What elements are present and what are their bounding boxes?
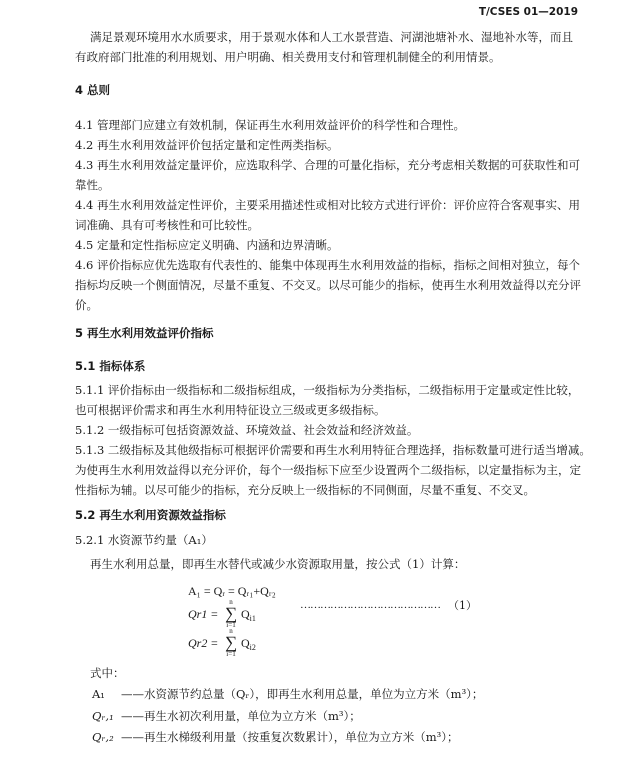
clause-5-1-3-cont-2: 性指标为辅。以尽可能少的指标，充分反映上一级指标的不同侧面，尽量不重复、不交叉。 <box>75 483 535 497</box>
clause-5-2-1-title: 5.2.1 水资源节约量（A₁） <box>75 533 213 547</box>
document-code: T/CSES 01—2019 <box>478 6 578 18</box>
formula-eq-3-equals: = <box>211 636 218 650</box>
def-text-qr1: ——再生水初次利用量，单位为立方米（m³）； <box>121 709 361 723</box>
clause-4-6-cont-2: 价。 <box>75 298 98 312</box>
formula-eq-2-equals: = <box>211 607 218 621</box>
def-symbol-qr2: Qᵣ,₂ <box>92 730 114 744</box>
section-5-title: 5 再生水利用效益评价指标 <box>75 326 214 340</box>
formula-eq-3-lhs: Qr2 <box>188 636 208 650</box>
clause-5-2-1-body: 再生水利用总量，即再生水替代或减少水资源取用量，按公式（1）计算： <box>90 557 466 571</box>
clause-5-1-1: 5.1.1 评价指标由一级指标和二级指标组成，一级指标为分类指标，二级指标用于定量或定性比较， <box>75 383 580 397</box>
subsection-5-1-title: 5.1 指标体系 <box>75 359 146 373</box>
sum-symbol-2: n ∑ i=1 <box>224 627 238 658</box>
clause-4-1: 4.1 管理部门应建立有效机制，保证再生水利用效益评价的科学性和合理性。 <box>75 118 465 132</box>
intro-line-1: 满足景观环境用水水质要求，用于景观水体和人工水景营造、河湖池塘补水、湿地补水等，而且 <box>90 30 573 44</box>
clause-5-1-3: 5.1.3 二级指标及其他级指标可根据评价需要和再生水利用特征合理选择，指标数量可进行适当增减。 <box>75 443 591 457</box>
formula-eq-3-term: $Q_{i2}$ <box>241 636 256 652</box>
clause-4-3: 4.3 再生水利用效益定量评价，应选取科学、合理的可量化指标，充分考虑相关数据的可获取性和可 <box>75 158 580 172</box>
subsection-5-2-title: 5.2 再生水利用资源效益指标 <box>75 508 226 522</box>
clause-4-2: 4.2 再生水利用效益评价包括定量和定性两类指标。 <box>75 138 339 152</box>
formula-eq-2-lhs: Qr1 <box>188 607 208 621</box>
sum-symbol-1: n ∑ i=1 <box>224 598 238 629</box>
section-4-title: 4 总则 <box>75 83 111 97</box>
clause-4-6: 4.6 评价指标应优先选取有代表性的、能集中体现再生水利用效益的指标，指标之间相对独立，每个 <box>75 258 580 272</box>
clause-4-3-cont: 靠性。 <box>75 178 110 192</box>
clause-4-4-cont: 词准确、具有可考核性和可比较性。 <box>75 218 259 232</box>
where-label: 式中： <box>90 666 125 680</box>
clause-5-1-2: 5.1.2 一级指标可包括资源效益、环境效益、社会效益和经济效益。 <box>75 423 419 437</box>
clause-4-5: 4.5 定量和定性指标应定义明确、内涵和边界清晰。 <box>75 238 339 252</box>
formula-leader-dots: …………………………………… <box>300 599 440 611</box>
clause-5-1-1-cont: 也可根据评价需求和再生水利用特征设立三级或更多级指标。 <box>75 403 386 417</box>
formula-eq-1: A₁ = Qᵣ = Qᵣ₁+Qᵣ₂ <box>188 584 276 598</box>
clause-5-1-3-cont-1: 为使再生水利用效益得以充分评价，每个一级指标下应至少设置两个二级指标，以定量指标为主，定 <box>75 463 581 477</box>
def-text-a1: ——水资源节约总量（Qᵣ），即再生水利用总量，单位为立方米（m³）； <box>121 687 484 701</box>
clause-4-4: 4.4 再生水利用效益定性评价，主要采用描述性或相对比较方式进行评价：评价应符合客观事实、用 <box>75 198 580 212</box>
formula-number: （1） <box>448 599 477 612</box>
def-symbol-a1: A₁ <box>92 687 105 701</box>
intro-line-2: 有政府部门批准的利用规划、用户明确、相关费用支付和管理机制健全的利用情景。 <box>75 50 501 64</box>
formula-eq-2-term: $Q_{i1}$ <box>241 607 256 623</box>
def-text-qr2: ——再生水梯级利用量（按重复次数累计），单位为立方米（m³）； <box>121 730 459 744</box>
clause-4-6-cont-1: 指标均反映一个侧面情况，尽量不重复、不交叉。以尽可能少的指标，使再生水利用效益得以充分评 <box>75 278 581 292</box>
def-symbol-qr1: Qᵣ,₁ <box>92 709 114 723</box>
